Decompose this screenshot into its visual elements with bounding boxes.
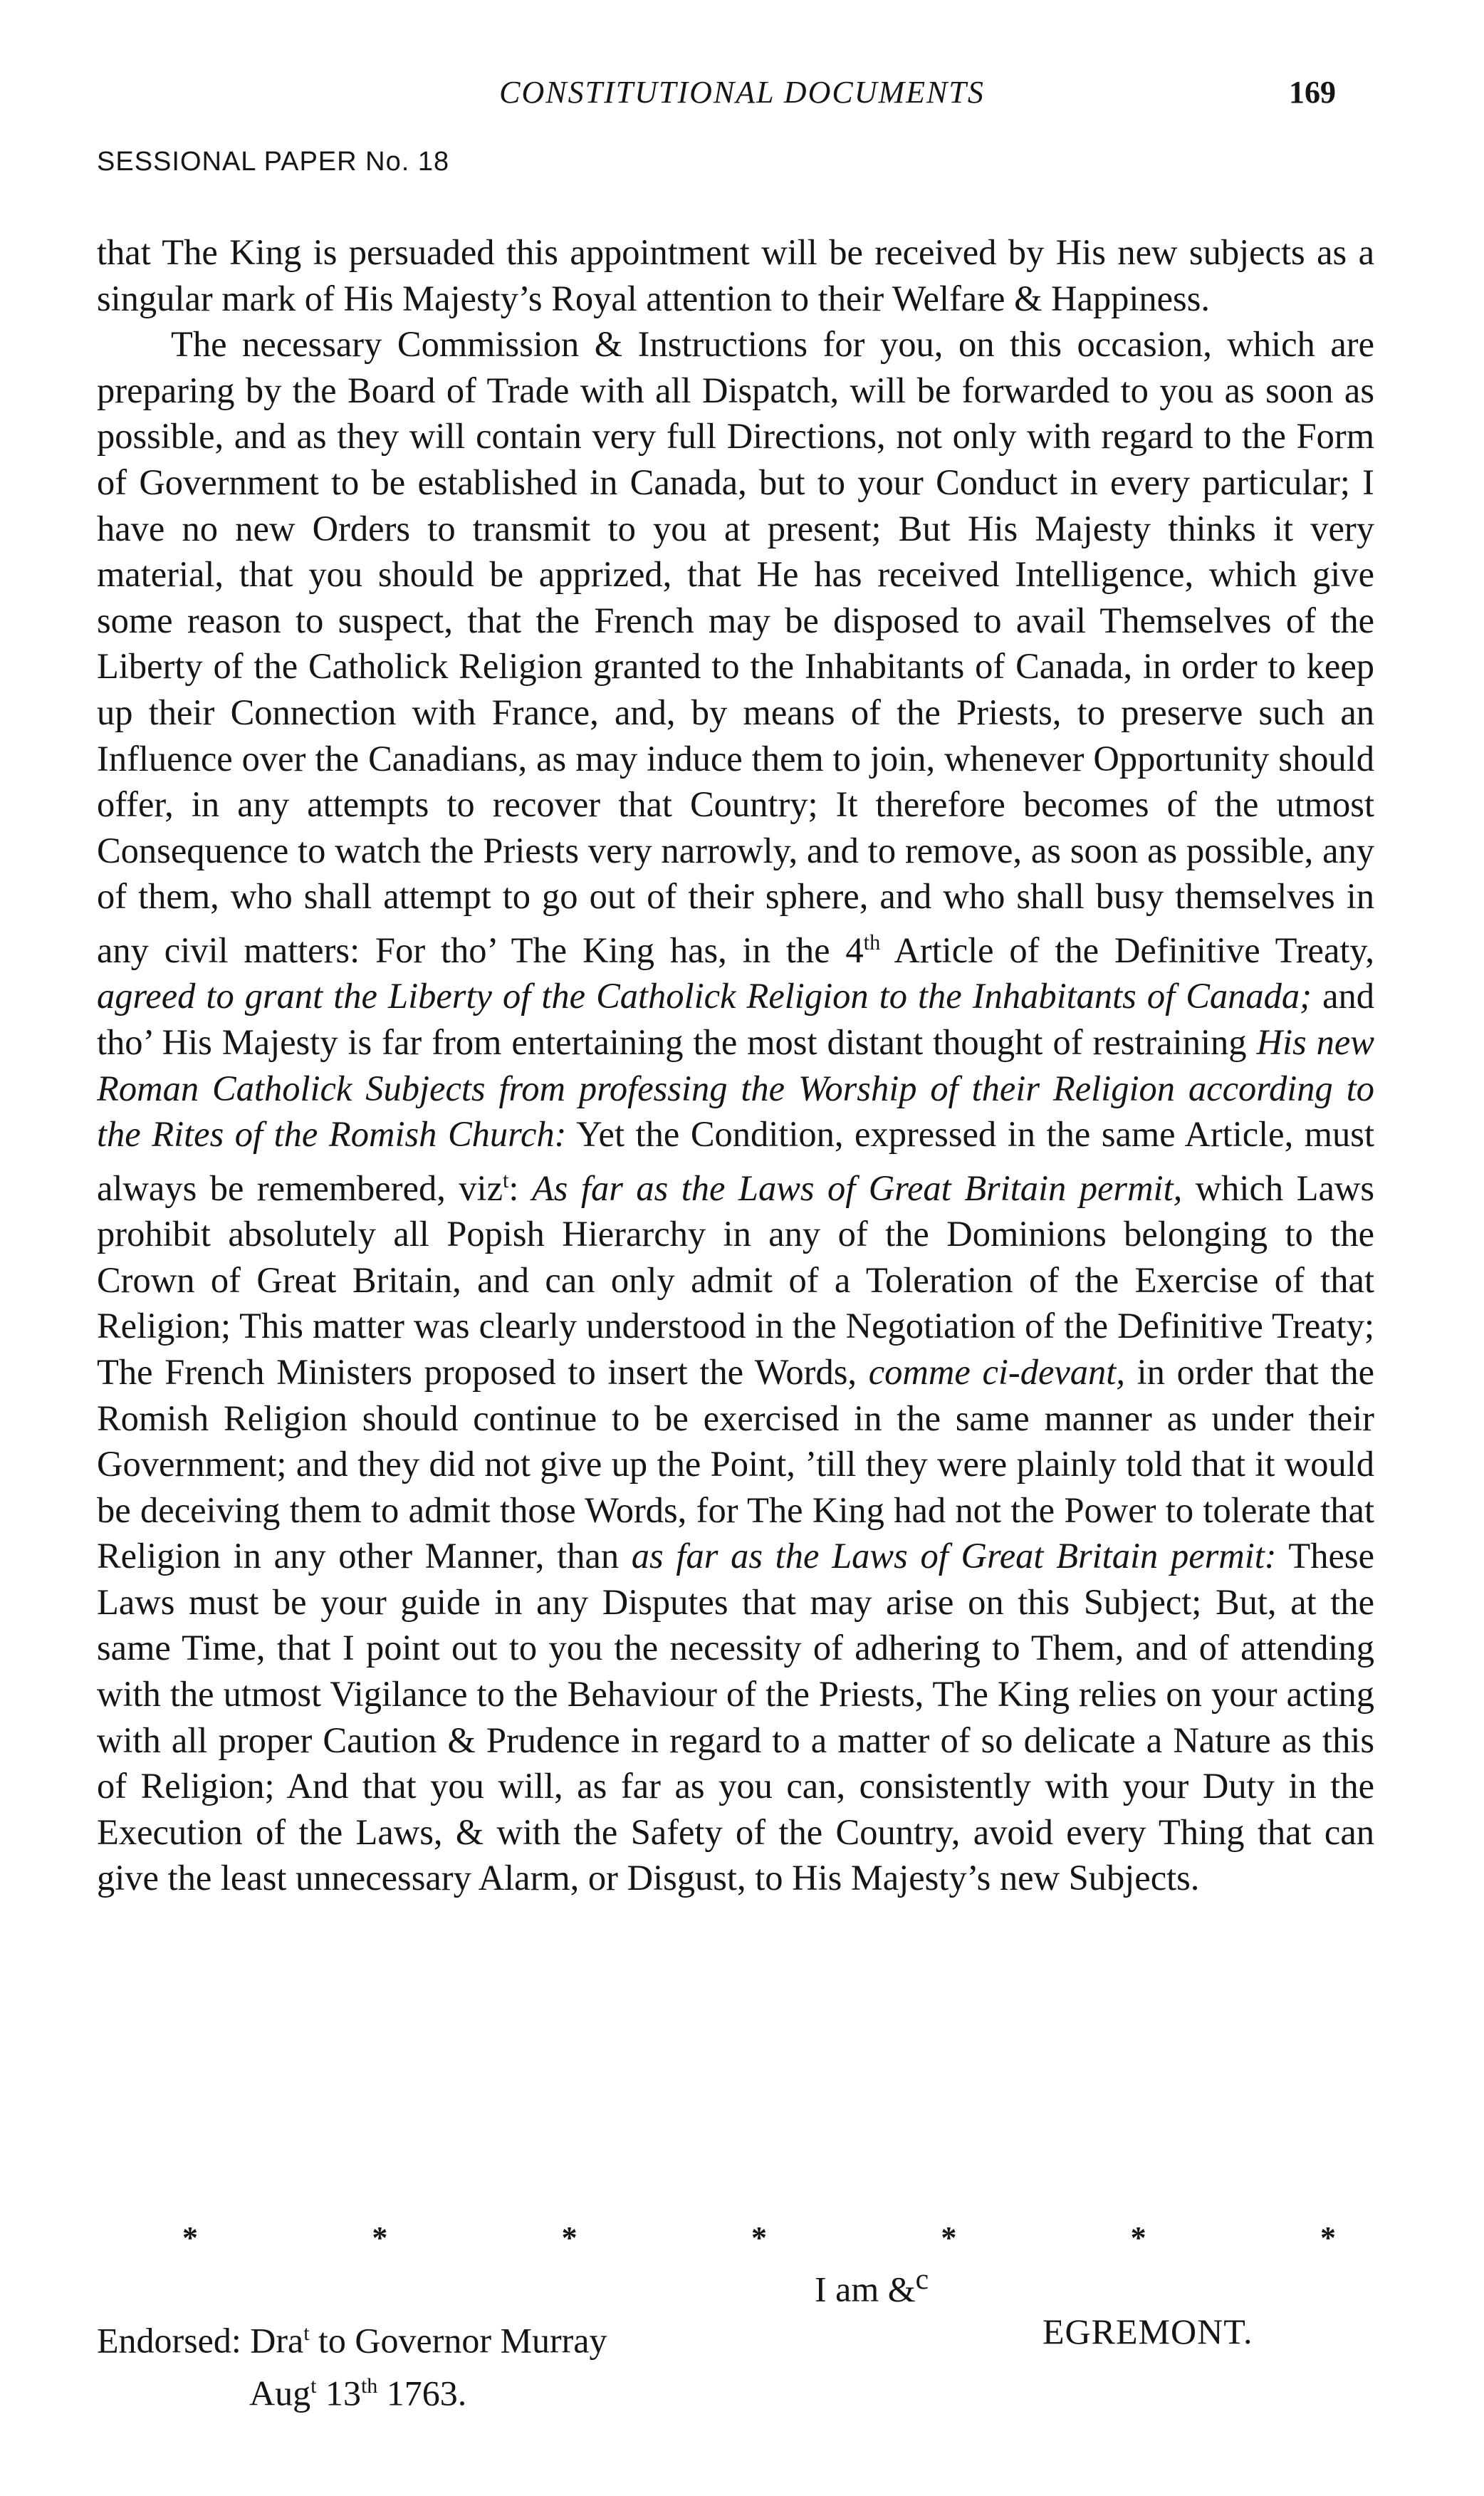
sessional-paper-label: SESSIONAL PAPER No. 18 <box>97 147 450 177</box>
text-run: that The King is persuaded this appointment will be received by His new subjects as a singular mark of His Majesty’s Royal attention to their Welfare & Happiness. <box>97 232 1374 318</box>
text-run: 1763. <box>377 2373 467 2413</box>
text-run: Endorsed: Dra <box>97 2320 304 2361</box>
text-run: Yet the Condition, expressed in the same Article, must always be remembered, viz <box>97 1114 1374 1208</box>
letter-body <box>97 229 1374 1901</box>
ellipsis-star: * <box>1130 2220 1146 2255</box>
italic-phrase: comme ci-devant, <box>868 1351 1125 1392</box>
ellipsis-star: * <box>751 2220 767 2255</box>
italic-phrase: agreed to grant the Liberty of the Catholick Religion to the Inhabitants of Canada; <box>97 976 1312 1016</box>
superscript: th <box>360 2373 378 2398</box>
superscript: t <box>310 2373 317 2398</box>
text-run: which Laws prohibit absolutely all Popish Hierarchy in any of the Dominions belonging to the Crown of Great Britain, and can only admit of a Toleration of the Exercise of that Religion; This matter was clearly understood in the Negotiation of the Definitive Treaty; The French Ministers proposed to insert the Words, <box>97 1168 1374 1392</box>
text-run: Aug <box>249 2373 311 2413</box>
italic-phrase: as far as the Laws of Great Britain permit: <box>631 1536 1277 1576</box>
closing-text: I am & <box>815 2269 916 2309</box>
endorsement-date <box>97 2364 607 2416</box>
text-run: in order that the Romish Religion should continue to be exercised in the same manner as under their Government; and they did not give up the Point, ’till they were plainly told that it would be deceiving them to admit those Words, for The King had not the Power to tolerate that Religion in any other Manner, than <box>97 1351 1375 1576</box>
italic-phrase: As far as the Laws of Great Britain permit, <box>531 1168 1183 1208</box>
text-run: Article of the Definitive Treaty, <box>880 930 1375 970</box>
ellipsis-star: * <box>372 2220 388 2255</box>
text-run: These Laws must be your guide in any Disputes that may arise on this Subject; But, at the same Time, that I point out to you the necessity of adhering to Them, and of attending with the utmost Vigilance to the Behaviour of the Priests, The King relies on your acting with all proper Caution & Prudence in regard to a matter of so delicate a Nature as this of Religion; And that you will, as far as you can, consistently with your Duty in the Execution of the Laws, & with the Safety of the Country, avoid every Thing that can give the least unnecessary Alarm, or Disgust, to His Majesty’s new Subjects. <box>97 1536 1374 1898</box>
text-run: 13 <box>316 2373 361 2413</box>
endorsement <box>97 2311 607 2416</box>
signature: EGREMONT. <box>1043 2312 1253 2351</box>
ellipsis-star: * <box>1320 2220 1336 2255</box>
paragraph-1 <box>97 229 1374 321</box>
ellipsis-star: * <box>182 2220 198 2255</box>
ellipsis-star: * <box>941 2220 957 2255</box>
paragraph-2 <box>97 321 1374 1901</box>
ellipsis-stars <box>182 2220 1336 2256</box>
text-run: to Governor Murray <box>309 2320 607 2361</box>
running-title: CONSTITUTIONAL DOCUMENTS <box>499 75 985 110</box>
superscript: t <box>303 2321 310 2345</box>
closing-line <box>815 2262 929 2310</box>
text-run: : <box>508 1168 532 1208</box>
superscript: t <box>503 1168 509 1192</box>
page-number: 169 <box>1289 75 1336 110</box>
closing-sup: c <box>915 2263 929 2296</box>
superscript: th <box>863 930 881 955</box>
italic-phrase: His new Roman Catholick Subjects from professing the Worship of their Religion according to the Rites of the Romish Church: <box>97 1021 1374 1155</box>
endorsement-line-1 <box>97 2311 607 2364</box>
text-run: and tho’ His Majesty is far from entertaining the most distant thought of restraining <box>97 976 1374 1062</box>
text-run: The necessary Commission & Instructions for you, on this occasion, which are preparing by the Board of Trade with all Dispatch, will be forwarded to you as soon as possible, and as they will contain very full Directions, not only with regard to the Form of Government to be established in Canada, but to your Conduct in every particular; I have no new Orders to transmit to you at present; But His Majesty thinks it very material, that you should be apprized, that He has received Intelligence, which give some reason to suspect, that the French may be disposed to avail Themselves of the Liberty of the Catholick Religion granted to the Inhabitants of Canada, in order to keep up their Connection with France, and, by means of the Priests, to preserve such an Influence over the Canadians, as may induce them to join, whenever Opportunity should offer, in any attempts to recover that Country; It therefore becomes of the utmost Consequence to watch the Priests very narrowly, and to remove, as soon as possible, any of them, who shall attempt to go out of their sphere, and who shall busy themselves in any civil matters: For tho’ The King has, in the 4 <box>97 324 1374 970</box>
ellipsis-star: * <box>561 2220 578 2255</box>
